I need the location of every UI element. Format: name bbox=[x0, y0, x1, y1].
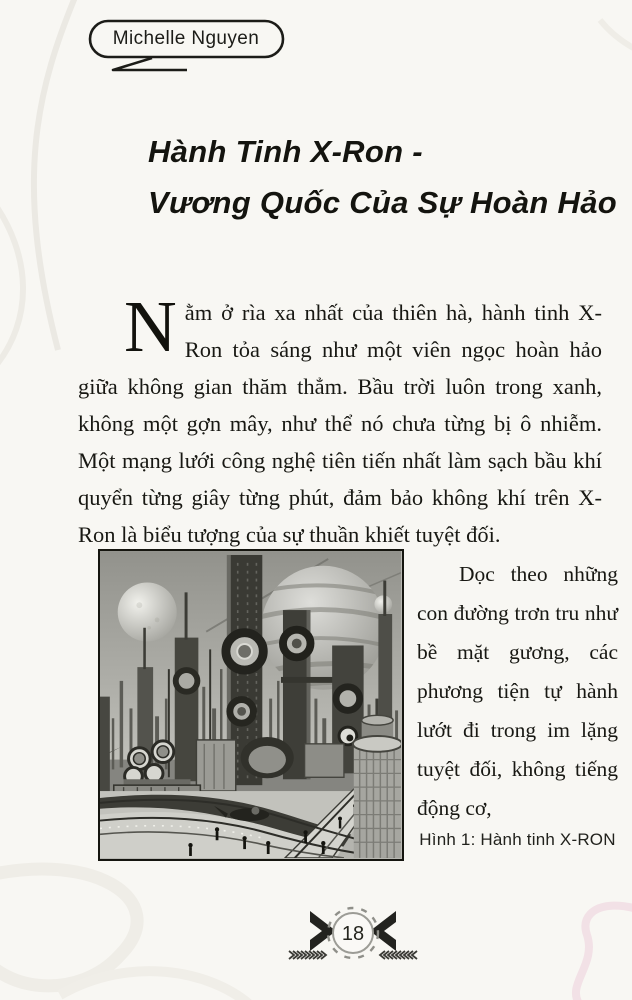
hatch-right-icon bbox=[289, 951, 326, 959]
chapter-title bbox=[148, 126, 618, 228]
figure-caption: Hình 1: Hành tinh X-RON bbox=[419, 830, 616, 849]
side-column bbox=[417, 549, 618, 862]
author-name: Michelle Nguyen bbox=[112, 28, 260, 49]
side-paragraph: Dọc theo những con đường trơn tru như bề mặt gương, các phương tiện tự hành lướt đi trong im lặng tuyệt đối, không tiếng động cơ, bbox=[417, 562, 618, 820]
figure-row bbox=[98, 549, 618, 862]
intro-paragraph-text: ằm ở rìa xa nhất của thiên hà, hành tinh X-Ron tỏa sáng như một viên ngọc hoàn hảo giữa không gian thăm thẳm. Bầu trời luôn trong xanh, không một gợn mây, như thể nó chưa từng bị ô nhiễm. Một mạng lưới công nghệ tiên tiến nhất làm sạch bầu khí quyển từng giây từng phút, đảm bảo không khí trên X-Ron là biểu tượng của sự thuần khiết tuyệt đối. bbox=[78, 300, 602, 547]
drop-cap: N bbox=[124, 286, 177, 367]
intro-paragraph bbox=[78, 286, 602, 553]
hatch-left-icon bbox=[380, 951, 417, 959]
intro-paragraph-block bbox=[78, 286, 602, 553]
moon bbox=[118, 583, 177, 642]
chapter-title-line1: Hành Tinh X-Ron - bbox=[148, 134, 423, 169]
futuristic-city-illustration bbox=[100, 551, 401, 858]
author-speech-bubble bbox=[88, 18, 298, 80]
page-number: 18 bbox=[341, 923, 365, 945]
page-footer bbox=[283, 903, 423, 973]
chapter-title-line2: Vương Quốc Của Sự Hoàn Hảo bbox=[148, 185, 618, 220]
planet-city-figure bbox=[98, 549, 404, 861]
